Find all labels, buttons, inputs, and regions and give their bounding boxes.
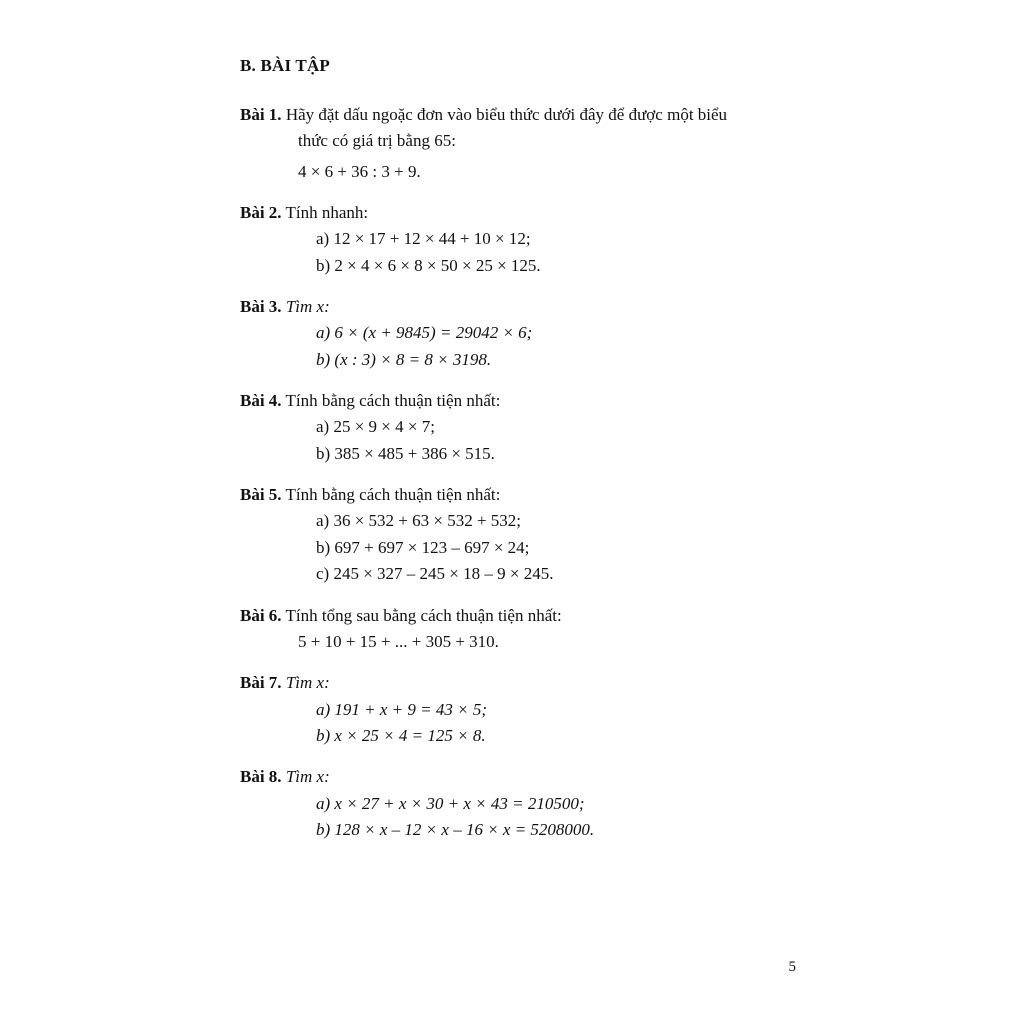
exercise-7-label: Bài 7. (240, 673, 282, 693)
exercise-8-label: Bài 8. (240, 767, 282, 787)
exercise-2-item-b: b) 2 × 4 × 6 × 8 × 50 × 25 × 125. (316, 255, 541, 275)
exercise-6 (240, 603, 824, 656)
exercise-4 (240, 388, 824, 467)
exercise-8-first-line (240, 764, 824, 790)
exercise-4-label: Bài 4. (240, 391, 282, 411)
exercise-1-label: Bài 1. (240, 105, 282, 124)
exercise-8-prompt: Tìm x: (285, 767, 330, 787)
exercise-3-item-a: a) 6 × (x + 9845) = 29042 × 6; (316, 323, 533, 343)
exercise-5-first-line (240, 482, 824, 508)
exercise-7-prompt: Tìm x: (285, 673, 330, 693)
exercise-1-expression: 4 × 6 + 36 : 3 + 9. (298, 161, 421, 181)
exercise-4-prompt: Tính bằng cách thuận tiện nhất: (285, 391, 501, 411)
exercise-5-prompt: Tính bằng cách thuận tiện nhất: (285, 485, 501, 505)
exercise-3-first-line (240, 294, 824, 320)
page-number: 5 (788, 959, 796, 975)
exercise-5 (240, 482, 824, 587)
exercise-2-label: Bài 2. (240, 203, 282, 223)
exercise-8-item-a: a) x × 27 + x × 30 + x × 43 = 210500; (316, 793, 585, 813)
exercise-2-item-a: a) 12 × 17 + 12 × 44 + 10 × 12; (316, 229, 531, 249)
exercise-4-item-a: a) 25 × 9 × 4 × 7; (316, 417, 435, 437)
exercise-4-item-b: b) 385 × 485 + 386 × 515. (316, 443, 495, 463)
exercise-2-first-line (240, 200, 824, 226)
exercise-3-item-b: b) (x : 3) × 8 = 8 × 3198. (316, 349, 492, 369)
exercise-6-prompt: Tính tổng sau bằng cách thuận tiện nhất: (285, 605, 562, 625)
exercise-6-first-line (240, 603, 824, 629)
exercise-1-prompt: Hãy đặt dấu ngoặc đơn vào biểu thức dưới đây để được một biểu (285, 105, 728, 124)
exercise-8 (240, 764, 824, 843)
exercise-3-label: Bài 3. (240, 297, 282, 317)
exercise-8-item-b: b) 128 × x – 12 × x – 16 × x = 5208000. (316, 819, 595, 839)
exercise-6-label: Bài 6. (240, 605, 282, 625)
exercise-1 (240, 102, 824, 185)
exercise-7 (240, 670, 824, 749)
exercise-4-first-line (240, 388, 824, 414)
exercise-7-first-line (240, 670, 824, 696)
exercise-5-item-b: b) 697 + 697 × 123 – 697 × 24; (316, 537, 530, 557)
exercise-2 (240, 200, 824, 279)
exercise-5-label: Bài 5. (240, 485, 282, 505)
exercise-7-item-a: a) 191 + x + 9 = 43 × 5; (316, 699, 488, 719)
exercise-5-item-c: c) 245 × 327 – 245 × 18 – 9 × 245. (316, 564, 554, 584)
exercise-7-item-b: b) x × 25 × 4 = 125 × 8. (316, 725, 486, 745)
exercise-3 (240, 294, 824, 373)
exercise-2-prompt: Tính nhanh: (285, 203, 369, 223)
exercise-1-prompt-line-2: thức có giá trị bằng 65: (298, 131, 456, 151)
exercise-6-expression: 5 + 10 + 15 + ... + 305 + 310. (298, 631, 499, 651)
exercise-1-first-line (240, 102, 824, 128)
exercise-5-item-a: a) 36 × 532 + 63 × 532 + 532; (316, 511, 522, 531)
exercise-3-prompt: Tìm x: (285, 297, 330, 317)
page-title: B. BÀI TẬP (240, 56, 331, 75)
